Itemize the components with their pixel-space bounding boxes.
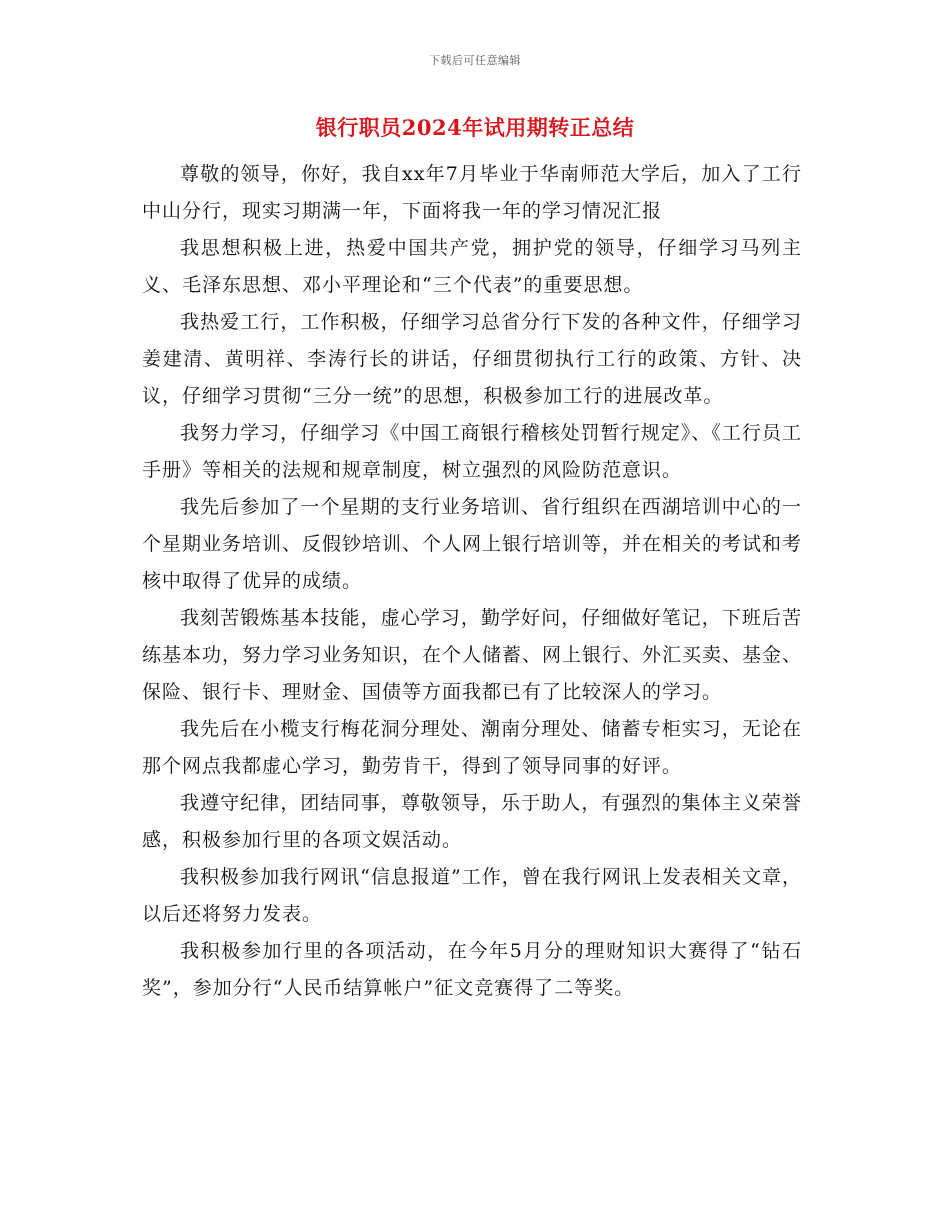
document-title: 银行职员2024年试用期转正总结	[315, 115, 635, 140]
paragraph-news-reporting: 我积极参加我行网讯“信息报道”工作，曾在我行网讯上发表相关文章，以后还将努力发表。	[142, 866, 802, 925]
document-body	[142, 156, 802, 1007]
paragraph-activities: 我积极参加行里的各项活动，在今年5月分的理财知识大赛得了“钻石奖”，参加分行“人民币结算帐户”征文竞赛得了二等奖。	[142, 940, 802, 999]
paragraph-skills: 我刻苦锻炼基本技能，虚心学习，勤学好问，仔细做好笔记，下班后苦练基本功，努力学习业务知识，在个人储蓄、网上银行、外汇买卖、基金、保险、银行卡、理财金、国债等方面我都已有了比较深人的学习。	[142, 607, 803, 703]
header-note: 下载后可任意编辑	[429, 54, 521, 67]
paragraph-internship: 我先后在小榄支行梅花洞分理处、潮南分理处、储蓄专柜实习，无论在那个网点我都虚心学习，勤劳肯干，得到了领导同事的好评。	[142, 718, 802, 777]
paragraph-ideology: 我思想积极上进，热爱中国共产党，拥护党的领导，仔细学习马列主义、毛泽东思想、邓小平理论和“三个代表”的重要思想。	[142, 237, 802, 296]
paragraph-work-attitude: 我热爱工行，工作积极，仔细学习总省分行下发的各种文件，仔细学习姜建清、黄明祥、李涛行长的讲话，仔细贯彻执行工行的政策、方针、决议，仔细学习贯彻“三分一统”的思想，积极参加工行的进展改革。	[142, 311, 802, 407]
paragraph-greeting: 尊敬的领导，你好，我自xx年7月毕业于华南师范大学后，加入了工行中山分行，现实习期满一年，下面将我一年的学习情况汇报	[142, 163, 802, 222]
paragraph-discipline: 我遵守纪律，团结同事，尊敬领导，乐于助人，有强烈的集体主义荣誉感，积极参加行里的各项文娱活动。	[142, 792, 802, 851]
paragraph-regulations: 我努力学习，仔细学习《中国工商银行稽核处罚暂行规定》、《工行员工手册》等相关的法规和规章制度，树立强烈的风险防范意识。	[142, 422, 802, 481]
paragraph-training: 我先后参加了一个星期的支行业务培训、省行组织在西湖培训中心的一个星期业务培训、反假钞培训、个人网上银行培训等，并在相关的考试和考核中取得了优异的成绩。	[142, 496, 803, 592]
